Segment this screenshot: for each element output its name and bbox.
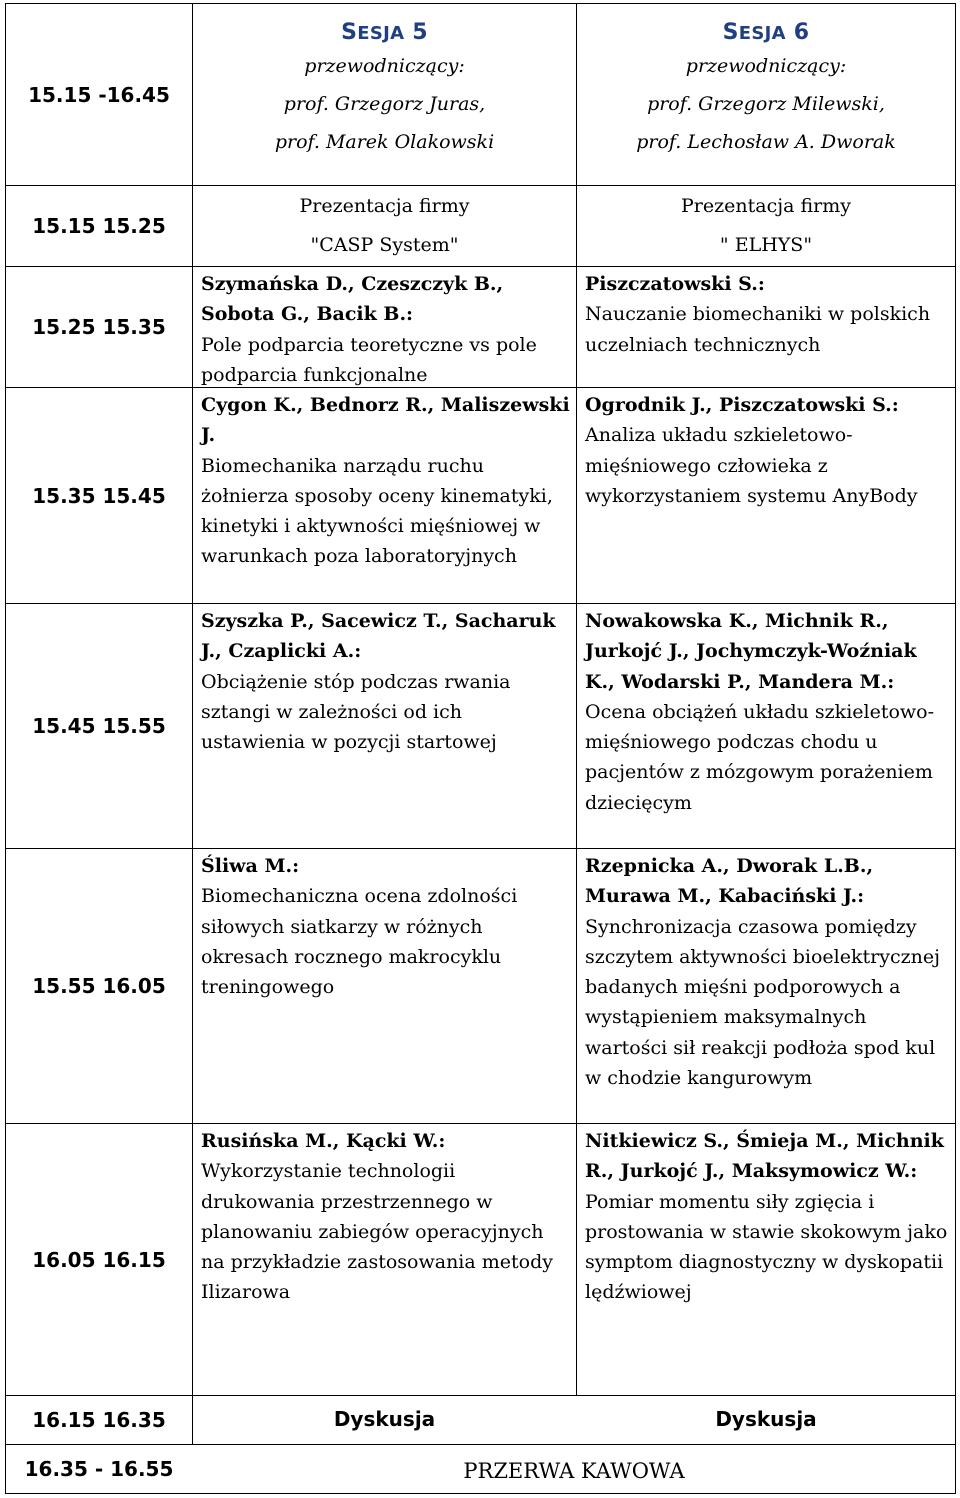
session-6-chair-1: prof. Grzegorz Milewski, <box>647 93 885 115</box>
talk-s5-1 <box>193 267 576 387</box>
talk-title: Obciążenie stóp podczas rwania sztangi w zależności od ich ustawienia w pozycji startowej <box>201 670 511 754</box>
presentation-company: "CASP System" <box>310 234 459 256</box>
talk-authors: Śliwa M.: <box>201 855 300 877</box>
session-5-chair-2: prof. Marek Olakowski <box>274 131 495 153</box>
time-slot: 16.05 16.15 <box>32 1247 166 1272</box>
talk-authors: Nowakowska K., Michnik R., Jurkojć J., Jochymczyk-Woźniak K., Wodarski P., Mandera M.: <box>585 610 917 693</box>
coffee-break: PRZERWA KAWOWA <box>463 1459 685 1483</box>
session-6-company-presentation <box>577 186 955 266</box>
talk-authors: Szymańska D., Czeszczyk B., Sobota G., Bacik B.: <box>201 273 504 326</box>
talk-title: Wykorzystanie technologii drukowania przestrzennego w planowaniu zabiegów operacyjnych na przykładzie zastosowania metody Ilizarowa <box>201 1160 553 1304</box>
talk-title: Ocena obciążeń układu szkieletowo-mięśniowego podczas chodu u pacjentów z mózgowym porażeniem dziecięcym <box>585 700 935 814</box>
talk-s5-2 <box>193 388 576 603</box>
session-5-title: SESJA 5 <box>341 20 428 45</box>
talk-s6-5 <box>577 1124 955 1395</box>
time-slot-session: 15.15 -16.45 <box>28 82 170 107</box>
session-6-title: SESJA 6 <box>722 20 810 45</box>
session-6-chair-2: prof. Lechosław A. Dworak <box>636 131 896 153</box>
session-5-chair-1: prof. Grzegorz Juras, <box>283 93 486 115</box>
talk-title: Synchronizacja czasowa pomiędzy szczytem aktywności bioelektrycznej badanych mięśni podporowych a wystąpieniem maksymalnych wartości sił reakcji podłoża spod kul w chodzie kangurowym <box>585 915 940 1090</box>
session-6-discussion: Dyskusja <box>715 1407 817 1431</box>
talk-authors: Piszczatowski S.: <box>585 273 765 295</box>
time-slot-discussion: 16.15 16.35 <box>32 1408 166 1432</box>
session-5-header <box>193 4 576 185</box>
presentation-company: " ELHYS" <box>719 234 813 256</box>
talk-title: Biomechanika narządu ruchu żołnierza sposoby oceny kinematyki, kinetyki i aktywności mięśniowej w warunkach poza laboratoryjnych <box>201 454 553 568</box>
talk-title: Analiza układu szkieletowo-mięśniowego człowieka z wykorzystaniem systemu AnyBody <box>585 424 918 507</box>
time-slot: 15.35 15.45 <box>32 483 166 508</box>
talk-s6-4 <box>577 849 955 1123</box>
talk-s6-2 <box>577 388 955 603</box>
session-6-header <box>577 4 955 185</box>
session-6-chair-label: przewodniczący: <box>685 55 847 77</box>
presentation-label: Prezentacja firmy <box>299 195 470 217</box>
talk-authors: Rusińska M., Kącki W.: <box>201 1130 446 1152</box>
session-5-company-presentation <box>193 186 576 266</box>
talk-authors: Ogrodnik J., Piszczatowski S.: <box>585 394 899 416</box>
talk-s6-1 <box>577 267 955 387</box>
session-5-discussion: Dyskusja <box>333 1407 436 1431</box>
talk-title: Biomechaniczna ocena zdolności siłowych siatkarzy w różnych okresach rocznego makrocyklu treningowego <box>201 885 518 999</box>
talk-title: Pomiar momentu siły zgięcia i prostowania w stawie skokowym jako symptom diagnostyczny w dyskopatii lędźwiowej <box>585 1190 948 1304</box>
talk-authors: Szyszka P., Sacewicz T., Sacharuk J., Czaplicki A.: <box>201 610 556 663</box>
time-slot: 15.25 15.35 <box>32 315 166 339</box>
talk-authors: Nitkiewicz S., Śmieja M., Michnik R., Jurkojć J., Maksymowicz W.: <box>585 1130 944 1183</box>
talk-s5-5 <box>193 1124 576 1395</box>
time-slot: 15.55 16.05 <box>32 974 166 998</box>
talk-s5-3 <box>193 604 576 848</box>
time-slot: 15.15 15.25 <box>32 214 166 238</box>
time-slot: 15.45 15.55 <box>32 714 166 738</box>
talk-authors: Rzepnicka A., Dworak L.B., Murawa M., Kabaciński J.: <box>585 855 874 908</box>
time-slot-break: 16.35 - 16.55 <box>24 1457 174 1481</box>
talk-title: Nauczanie biomechaniki w polskich uczelniach technicznych <box>585 303 931 356</box>
talk-title: Pole podparcia teoretyczne vs pole podparcia funkcjonalne <box>201 333 537 386</box>
presentation-label: Prezentacja firmy <box>681 195 851 217</box>
session-5-chair-label: przewodniczący: <box>304 55 465 77</box>
talk-s5-4 <box>193 849 576 1123</box>
talk-authors: Cygon K., Bednorz R., Maliszewski J. <box>201 394 570 447</box>
program-table <box>5 3 956 1494</box>
talk-s6-3 <box>577 604 955 848</box>
